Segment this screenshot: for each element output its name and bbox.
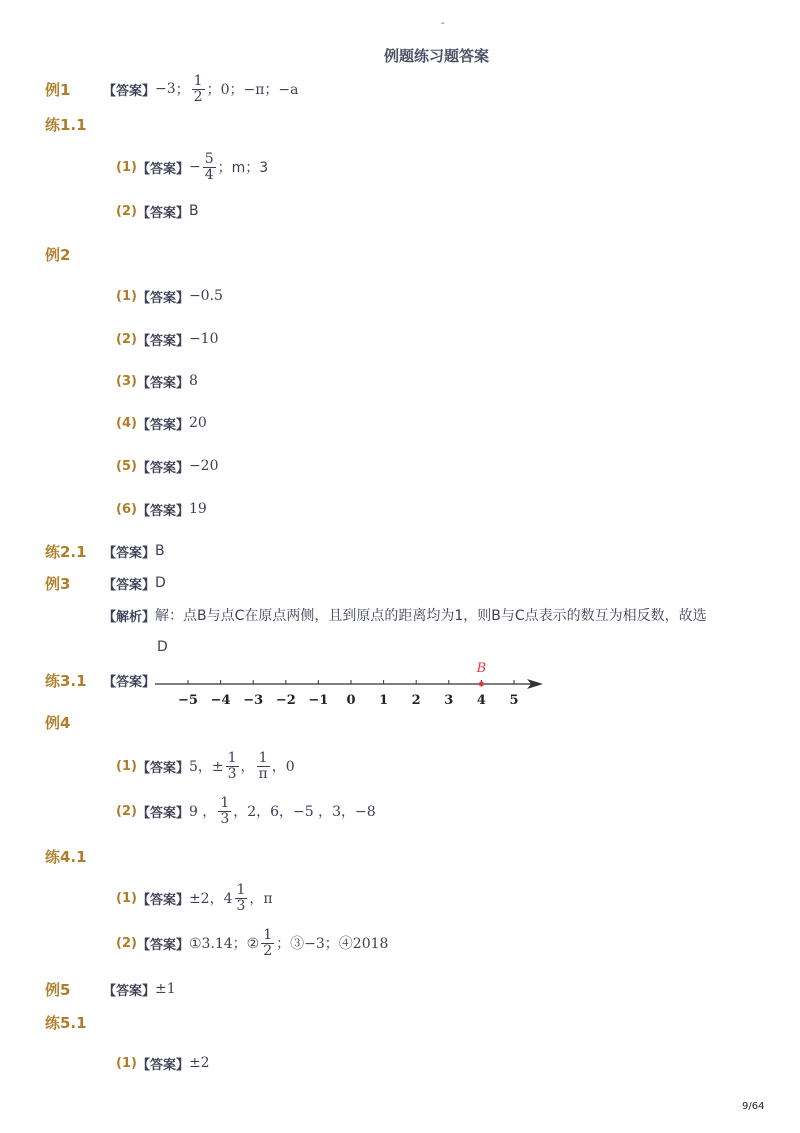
example-3-analysis xyxy=(103,606,707,624)
answer-tag: 【答案】 xyxy=(136,205,189,221)
part-number: (1) xyxy=(116,890,137,906)
analysis-text-continued: D xyxy=(157,639,168,655)
number-line-tick-label: −4 xyxy=(210,693,231,708)
number-line-point xyxy=(479,682,484,687)
number-line-tick-label: −3 xyxy=(243,693,264,708)
example-2-part xyxy=(116,287,223,305)
fraction-numerator: 1 xyxy=(263,926,273,943)
answer-tag: 【答案】 xyxy=(136,290,189,306)
part-number: (1) xyxy=(116,288,137,304)
fraction xyxy=(226,751,239,781)
fraction-numerator: 1 xyxy=(236,881,246,898)
fraction-numerator: 1 xyxy=(220,794,230,811)
answer-value: 5，± xyxy=(188,759,224,775)
number-line-tick-label: 2 xyxy=(411,693,421,708)
answer-tag: 【答案】 xyxy=(103,83,156,99)
part-number: (1) xyxy=(116,159,137,175)
answer-value: B xyxy=(155,543,165,559)
answer-tag: 【答案】 xyxy=(136,892,189,908)
answer-value-rest: ，2，6，−5 ，3，−8 xyxy=(233,804,376,820)
number-line xyxy=(150,655,550,715)
practice-5-1-part-1 xyxy=(116,1054,210,1072)
fraction xyxy=(235,883,248,913)
header-dash: - xyxy=(441,18,445,29)
fraction xyxy=(218,796,231,826)
part-number: (3) xyxy=(116,373,137,389)
answer-tag: 【答案】 xyxy=(103,577,156,593)
fraction-denominator: 4 xyxy=(204,166,214,183)
number-line-tick-label: 5 xyxy=(509,693,519,708)
example-5-answer xyxy=(103,980,176,998)
fraction-denominator: π xyxy=(258,765,268,782)
number-line-tick-label: 1 xyxy=(379,693,389,708)
fraction-numerator: 1 xyxy=(227,749,237,766)
practice-1-1-label: 练1.1 xyxy=(45,116,87,134)
part-number: (1) xyxy=(116,1055,137,1071)
example-2-part xyxy=(116,372,198,390)
fraction-denominator: 2 xyxy=(193,88,203,105)
example-2-part xyxy=(116,457,219,475)
practice-4-1-part-2 xyxy=(116,926,388,960)
answer-tag: 【答案】 xyxy=(103,545,156,561)
answer-separator: ； xyxy=(175,82,190,98)
answer-value: −20 xyxy=(188,458,219,474)
answer-value-rest: ；③−3；④2018 xyxy=(276,936,389,952)
number-line-tick-label: −1 xyxy=(308,693,329,708)
fraction-denominator: 3 xyxy=(220,810,230,827)
fraction xyxy=(192,74,205,104)
answer-value: 8 xyxy=(188,373,198,389)
example-3-answer xyxy=(103,574,166,592)
answer-tag: 【答案】 xyxy=(136,503,189,519)
answer-value: ±1 xyxy=(155,981,176,997)
fraction xyxy=(257,751,270,781)
answer-value: B xyxy=(188,203,199,219)
answer-value-rest: ；m；3 xyxy=(217,160,269,176)
answer-value: −0.5 xyxy=(188,288,223,304)
practice-5-1-label: 练5.1 xyxy=(45,1014,87,1032)
answer-tag: 【答案】 xyxy=(103,983,156,999)
answer-tag: 【答案】 xyxy=(136,460,189,476)
practice-4-1-label: 练4.1 xyxy=(45,848,87,866)
answer-tag: 【答案】 xyxy=(136,417,189,433)
example-5-label: 例5 xyxy=(45,981,71,999)
answer-tag: 【答案】 xyxy=(136,161,189,177)
answer-value: −10 xyxy=(188,331,219,347)
practice-1-1-part-2 xyxy=(116,202,199,220)
answer-value-rest: ，π xyxy=(249,891,273,907)
number-line-tick-label: −5 xyxy=(178,693,198,708)
part-number: (5) xyxy=(116,458,137,474)
part-number: (2) xyxy=(116,331,137,347)
fraction-denominator: 3 xyxy=(227,765,237,782)
answer-value: 9 ， xyxy=(188,804,217,820)
example-4-part-1 xyxy=(116,749,295,783)
answer-value: ±2，4 xyxy=(188,891,233,907)
example-2-part xyxy=(116,330,219,348)
example-1-label: 例1 xyxy=(45,81,71,99)
answer-tag: 【答案】 xyxy=(103,675,156,690)
answer-value: 19 xyxy=(188,501,207,517)
fraction xyxy=(261,928,274,958)
practice-4-1-part-1 xyxy=(116,881,273,915)
fraction-numerator: 1 xyxy=(193,72,203,89)
part-number: (2) xyxy=(116,803,137,819)
example-2-label: 例2 xyxy=(45,246,71,264)
fraction-denominator: 3 xyxy=(236,897,246,914)
answer-tag: 【答案】 xyxy=(136,805,189,821)
example-2-part xyxy=(116,414,207,432)
answer-value: D xyxy=(155,575,166,591)
page-title: 例题练习题答案 xyxy=(384,47,490,65)
number-line-point-label: B xyxy=(476,661,487,676)
example-4-label: 例4 xyxy=(45,714,71,732)
example-1-answer xyxy=(103,72,299,105)
fraction xyxy=(203,152,216,182)
answer-tag: 【答案】 xyxy=(136,375,189,391)
analysis-tag: 【解析】 xyxy=(103,609,156,625)
answer-tag: 【答案】 xyxy=(136,937,189,953)
part-number: (2) xyxy=(116,203,137,219)
fraction-numerator: 1 xyxy=(258,749,268,766)
number-line-tick-label: 4 xyxy=(476,693,486,708)
page-number: 9/64 xyxy=(742,1101,765,1112)
answer-value: −3 xyxy=(155,81,176,97)
part-number: (4) xyxy=(116,415,137,431)
number-line-tick-label: 0 xyxy=(346,693,356,708)
fraction-numerator: 5 xyxy=(204,150,214,167)
part-number: (1) xyxy=(116,758,137,774)
part-number: (2) xyxy=(116,935,137,951)
answer-sign: − xyxy=(188,159,201,175)
answer-value-rest: ；0；−π；−a xyxy=(206,82,299,98)
practice-3-1-label: 练3.1 xyxy=(45,672,87,690)
example-3-label: 例3 xyxy=(45,575,71,593)
answer-value-rest: ，0 xyxy=(271,759,295,775)
number-line-tick-label: −2 xyxy=(275,693,296,708)
answer-value: ①3.14；② xyxy=(188,936,260,952)
practice-1-1-part-1 xyxy=(116,150,269,183)
answer-separator: ， xyxy=(240,759,255,775)
part-number: (6) xyxy=(116,501,137,517)
number-line-tick-label: 3 xyxy=(444,693,454,708)
answer-value: ±2 xyxy=(188,1055,210,1071)
answer-tag: 【答案】 xyxy=(136,760,189,776)
practice-2-1-answer xyxy=(103,542,165,560)
answer-value: 20 xyxy=(188,415,207,431)
practice-2-1-label: 练2.1 xyxy=(45,543,87,561)
example-2-part xyxy=(116,500,207,518)
answer-tag: 【答案】 xyxy=(136,333,189,349)
fraction-denominator: 2 xyxy=(263,942,273,959)
answer-tag: 【答案】 xyxy=(136,1057,189,1073)
example-4-part-2 xyxy=(116,794,376,828)
analysis-text: 解：点B与点C在原点两侧，且到原点的距离均为1，则B与C点表示的数互为相反数，故选 xyxy=(155,608,707,624)
